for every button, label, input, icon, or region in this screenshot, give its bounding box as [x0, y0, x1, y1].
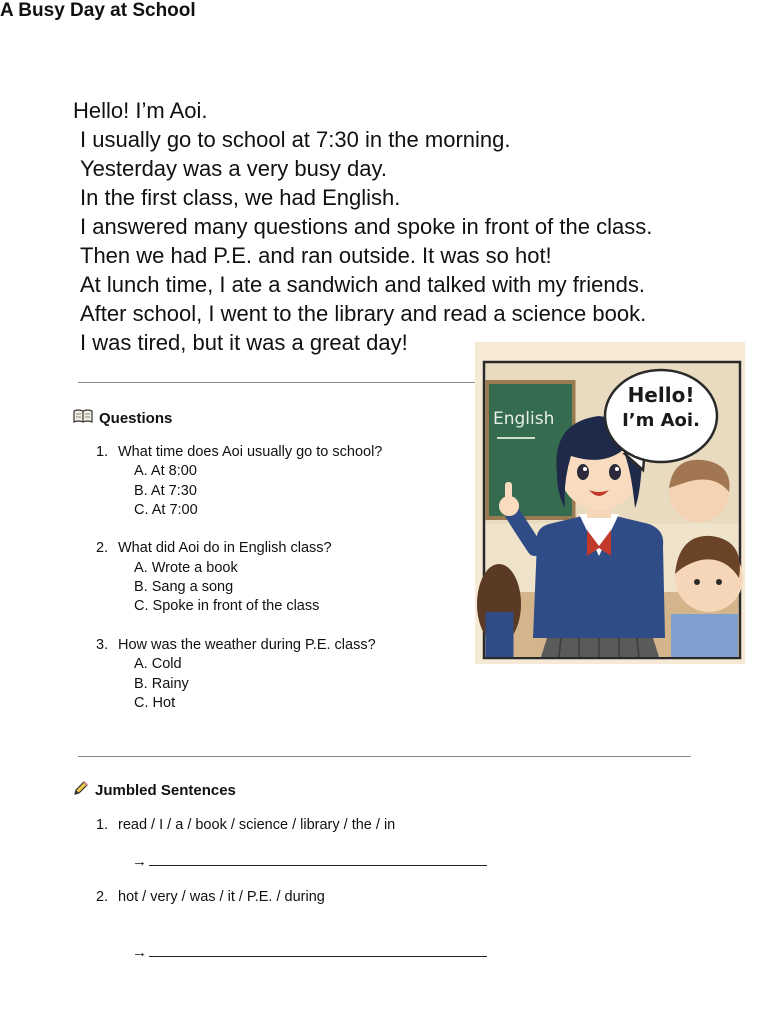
- jumbled-words: hot / very / was / it / P.E. / during: [118, 889, 325, 905]
- story-line: In the first class, we had English.: [80, 185, 401, 210]
- story-line: I answered many questions and spoke in front of the class.: [80, 214, 653, 239]
- story-line: Yesterday was a very busy day.: [80, 156, 387, 181]
- jumbled-item: [96, 888, 325, 906]
- answer-option: B. Sang a song: [134, 579, 234, 595]
- story-line: After school, I went to the library and read a science book.: [80, 301, 647, 326]
- board-text: English: [493, 409, 555, 429]
- question-text: How was the weather during P.E. class?: [118, 637, 376, 653]
- open-book-icon: [73, 408, 93, 428]
- jumbled-heading: [73, 780, 236, 800]
- divider: [78, 382, 476, 383]
- story-line: I was tired, but it was a great day!: [80, 330, 408, 355]
- answer-blank[interactable]: [149, 851, 487, 866]
- classroom-illustration: [475, 342, 745, 664]
- answer-line: [132, 942, 487, 961]
- arrow-icon: →: [132, 853, 147, 870]
- jumbled-heading-label: Jumbled Sentences: [95, 781, 236, 799]
- pencil-icon: [73, 780, 89, 800]
- answer-option: C. Spoke in front of the class: [134, 598, 320, 614]
- question-item: [96, 539, 332, 557]
- story-line: At lunch time, I ate a sandwich and talked with my friends.: [80, 272, 645, 297]
- answer-option: C. Hot: [134, 695, 176, 711]
- question-text: What time does Aoi usually go to school?: [118, 444, 383, 460]
- answer-option: A. At 8:00: [134, 463, 197, 479]
- jumbled-number: 1.: [96, 817, 109, 833]
- answer-option: A. Cold: [134, 656, 182, 672]
- jumbled-item: [96, 816, 395, 834]
- question-number: 2.: [96, 540, 109, 556]
- story-line: Hello! I’m Aoi.: [73, 98, 208, 123]
- answer-option: B. Rainy: [134, 676, 189, 692]
- question-number: 3.: [96, 637, 109, 653]
- speech-bubble-line1: Hello!: [627, 383, 695, 407]
- question-item: [96, 636, 376, 654]
- answer-option: B. At 7:30: [134, 483, 197, 499]
- answer-line: [132, 851, 487, 870]
- answer-blank[interactable]: [149, 942, 487, 957]
- questions-heading-label: Questions: [99, 409, 173, 427]
- questions-heading: [73, 408, 172, 428]
- question-item: [96, 443, 382, 461]
- divider: [78, 756, 691, 757]
- answer-option: C. At 7:00: [134, 502, 198, 518]
- arrow-icon: →: [132, 944, 147, 961]
- question-number: 1.: [96, 444, 109, 460]
- story-line: Then we had P.E. and ran outside. It was so hot!: [80, 243, 552, 268]
- answer-option: A. Wrote a book: [134, 560, 238, 576]
- jumbled-words: read / I / a / book / science / library / the / in: [118, 817, 396, 833]
- story-line: I usually go to school at 7:30 in the morning.: [80, 127, 511, 152]
- question-text: What did Aoi do in English class?: [118, 540, 332, 556]
- jumbled-number: 2.: [96, 889, 109, 905]
- speech-bubble-line2: I’m Aoi.: [622, 410, 700, 431]
- worksheet-title: A Busy Day at School: [0, 0, 196, 21]
